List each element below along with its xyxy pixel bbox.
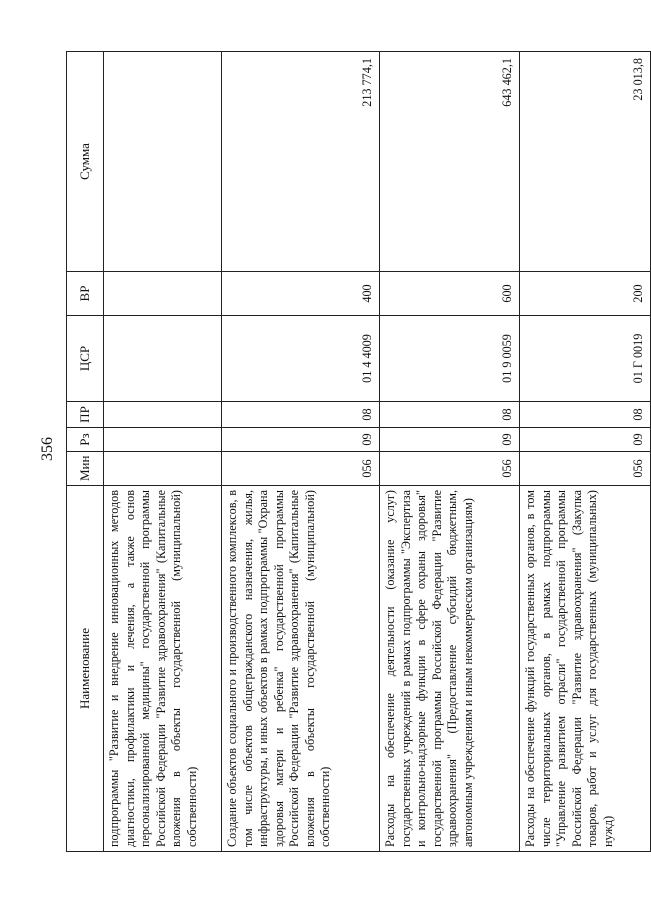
row-min: 056 — [380, 452, 520, 486]
row-rz — [104, 428, 222, 452]
row-csr: 01 9 0059 — [380, 316, 520, 402]
row-min: 056 — [520, 452, 651, 486]
rotated-table-container — [66, 52, 645, 852]
row-csr: 01 Г 0019 — [520, 316, 651, 402]
row-min: 056 — [222, 452, 380, 486]
row-name: Расходы на обеспечение деятельности (оказание услуг) государственных учреждений в рамках подпрограммы "Экспертиза и контрольно-надзорные функции в сфере охраны здоровья" государственной программы Российской Федерации "Развитие здравоохранения" (Предоставление субсидий бюджетным, автономным учреждениям и иным некоммерческим организациям) — [380, 486, 520, 852]
table-row — [222, 52, 380, 852]
row-pr: 08 — [520, 402, 651, 428]
row-name: Расходы на обеспечение функций государственных органов, в том числе территориальных органов, в рамках подпрограммы "Управление развитием отрасли" государственной программы Российской Федерации "Развитие здравоохранения" (Закупка товаров, работ и услуг для государственных (муниципальных) нужд) — [520, 486, 651, 852]
row-pr: 08 — [380, 402, 520, 428]
header-csr: ЦСР — [67, 316, 104, 402]
row-rz: 09 — [380, 428, 520, 452]
row-min — [104, 452, 222, 486]
header-pr: ПР — [67, 402, 104, 428]
header-name: Наименование — [67, 486, 104, 852]
row-sum: 213 774,1 — [222, 52, 380, 272]
row-csr — [104, 316, 222, 402]
row-pr — [104, 402, 222, 428]
row-vr — [104, 272, 222, 316]
row-pr: 08 — [222, 402, 380, 428]
table-row — [520, 52, 651, 852]
row-sum — [104, 52, 222, 272]
row-sum: 23 013,8 — [520, 52, 651, 272]
header-sum: Сумма — [67, 52, 104, 272]
budget-table — [66, 51, 651, 852]
row-vr: 400 — [222, 272, 380, 316]
row-sum: 643 462,1 — [380, 52, 520, 272]
row-name: Создание объектов социального и производственного комплексов, в том числе объектов общегражданского назначения, жилья, инфраструктуры, и иных объектов в рамках подпрограммы "Охрана здоровья матери и ребенка" государственной программы Российской Федерации "Развитие здравоохранения" (Капитальные вложения в объекты государственной (муниципальной) собственности) — [222, 486, 380, 852]
page-number: 356 — [39, 437, 56, 461]
row-vr: 600 — [380, 272, 520, 316]
table-header-row — [67, 52, 104, 852]
row-csr: 01 4 4009 — [222, 316, 380, 402]
header-rz: Рз — [67, 428, 104, 452]
header-vr: ВР — [67, 272, 104, 316]
row-rz: 09 — [222, 428, 380, 452]
table-row — [104, 52, 222, 852]
row-rz: 09 — [520, 428, 651, 452]
header-min: Мин — [67, 452, 104, 486]
table-row — [380, 52, 520, 852]
row-name: подпрограммы "Развитие и внедрение инновационных методов диагностики, профилактики и лечения, а также основ персонализированной медицины" государственной программы Российской Федерации "Развитие здравоохранения" (Капитальные вложения в объекты государственной (муниципальной) собственности) — [104, 486, 222, 852]
row-vr: 200 — [520, 272, 651, 316]
